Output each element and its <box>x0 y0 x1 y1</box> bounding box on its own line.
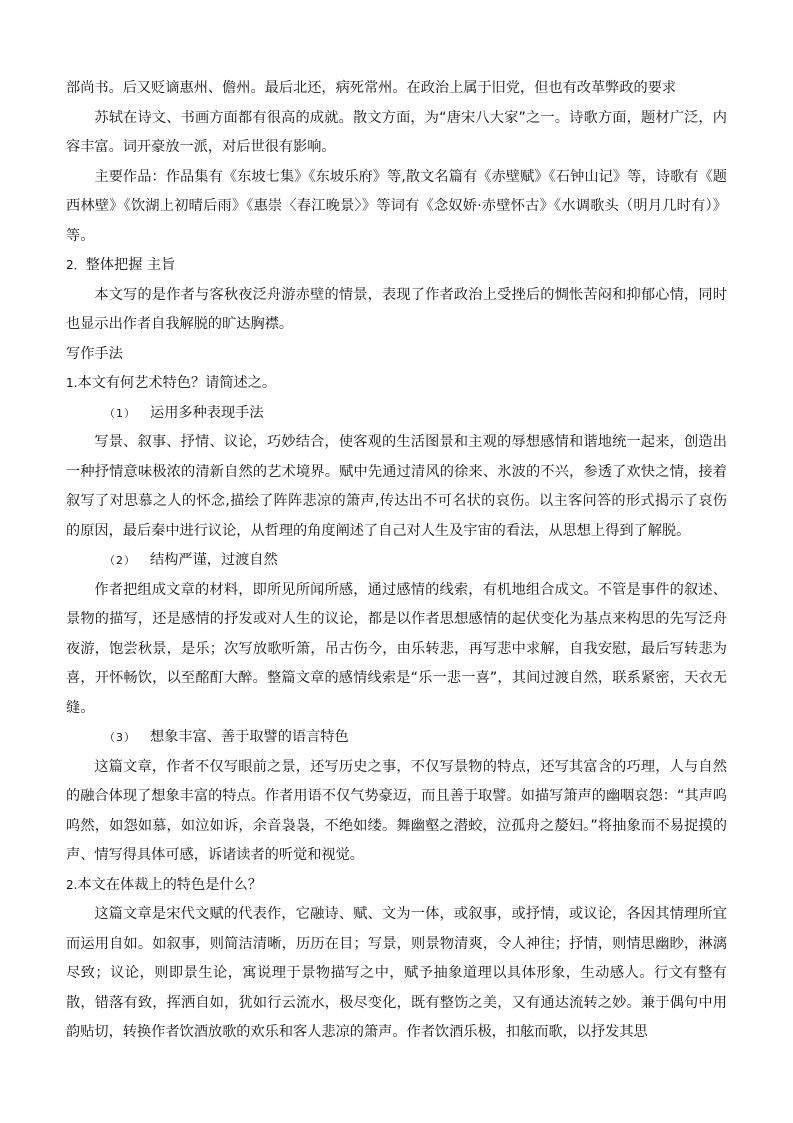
paragraph-theme: 本文写的是作者与客秋夜泛舟游赤壁的情景，表现了作者政治上受挫后的惆怅苦闷和抑郁心情，同时也显示出作者自我解脱的旷达胸襟。 <box>66 286 727 332</box>
paragraph-techniques: 写景、叙事、抒情、议论，巧妙结合，使客观的生活图景和主观的辱想感情和谐地统一起来，创造出一种抒情意味极浓的清新自然的艺术境界。赋中先通过清风的徐来、氷波的不兴，参透了欢快之情，接着叙写了对思慕之人的怀念,描绘了阵阵悲凉的箫声,传达出不可名状的哀伤。以主客问答的形式揭示了哀伤的原因，最后秦中进行议论，从哲理的角度阐述了自己对人生及宇宙的看法，从思想上得到了解脱。 <box>66 434 727 539</box>
heading-theme-text: 整体把握 主旨 <box>85 257 176 273</box>
question-1-text: 本文有何艺术特色？请简述之。 <box>77 375 277 391</box>
question-2-text: 本文在体裁上的特色是什么？ <box>77 876 262 893</box>
question-1-number: 1. <box>66 376 78 390</box>
question-1 <box>66 369 727 399</box>
subheading-3 <box>66 723 727 753</box>
heading-writing-technique: 写作手法 <box>66 345 123 362</box>
paragraph-language: 这篇文章，作者不仅写眼前之景，还写历史之事，不仅写景物的特点，还写其富含的巧理，人与自然的融合体现了想象丰富的特点。作者用语不仅气势豪迈，而且善于取譬。如描写箫声的幽咽哀怨：“其声呜呜然，如怨如慕，如泣如诉，余音袅袅，不绝如缕。舞幽壑之潜蛟，泣孤舟之嫠妇。”将抽象而不易捉摸的声、情写得具体可感，诉诸读者的听觉和视觉。 <box>66 758 727 863</box>
subheading-1-text: 运用多种表现手法 <box>150 404 264 421</box>
paragraph-structure: 作者把组成文章的材料，即所见所闻所感，通过感情的线索，有机地组合成文。不管是事件的叙述、景物的描写，还是感情的抒发或对人生的议论，都是以作者思想感情的起伏变化为基点来构思的先写泛舟夜游，饱尝秋景，是乐；次写放歌听箫，吊古伤今，由乐转悲，再写悲中求解，自我安慰，最后写转悲为喜，开怀畅饮，以至酩酊大醉。整篇文章的感情线索是“乐一悲一喜”，其间过渡自然，联系紧密，天衣无缝。 <box>66 581 727 716</box>
question-2-number: 2. <box>66 877 78 892</box>
subheading-1-number: （1） <box>104 406 136 420</box>
subheading-3-text: 想象丰富、善于取譬的语言特色 <box>150 729 349 745</box>
paragraph-biography-end: 部尚书。后又贬谪惠州、儋州。最后北还，病死常州。在政治上属于旧党，但也有改革弊政的要求 <box>66 80 677 96</box>
subheading-2-number: （2） <box>104 554 136 567</box>
question-2 <box>66 871 727 901</box>
document-body <box>66 74 727 1048</box>
paragraph-genre: 这篇文章是宋代文赋的代表作，它融诗、赋、文为一体，或叙事，或抒情，或议论，各因其情理所宜而运用自如。如叙事，则简洁清晰，历历在目；写景，则景物清爽，令人神往；抒情，则情思幽眇，淋漓尽致；议论，则即景生论，寓说理于景物描写之中，赋予抽象道理以具体形象，生动感人。行文有整有散，错落有致，挥洒自如，犹如行云流水，极尽变化，既有整饬之美，又有通达流转之妙。兼于偶句中用韵贴切，转换作者饮酒放歌的欢乐和客人悲凉的箫声。作者饮酒乐极，扣舷而歌，以抒发其思 <box>66 906 727 1040</box>
subheading-2-text: 结构严谨，过渡自然 <box>150 552 278 568</box>
subheading-1 <box>66 399 727 429</box>
heading-theme-number: 2． <box>66 258 86 272</box>
paragraph-achievements: 苏轼在诗文、书画方面都有很高的成就。散文方面，为“唐宋八大家”之一。诗歌方面，题材广泛，内容丰富。词开豪放一派，对后世很有影响。 <box>66 109 727 155</box>
subheading-3-number: （3） <box>104 731 136 744</box>
paragraph-major-works: 主要作品：作品集有《东坡七集》《东坡乐府》等,散文名篇有《赤壁赋》《石钟山记》等，诗歌有《题西林壁》《饮湖上初晴后雨》《惠崇〈春江晚景〉》等词有《念奴娇·赤壁怀古》《水调歌头（明月几时有）》等。 <box>66 168 727 244</box>
subheading-2 <box>66 546 727 576</box>
heading-theme <box>66 251 727 281</box>
